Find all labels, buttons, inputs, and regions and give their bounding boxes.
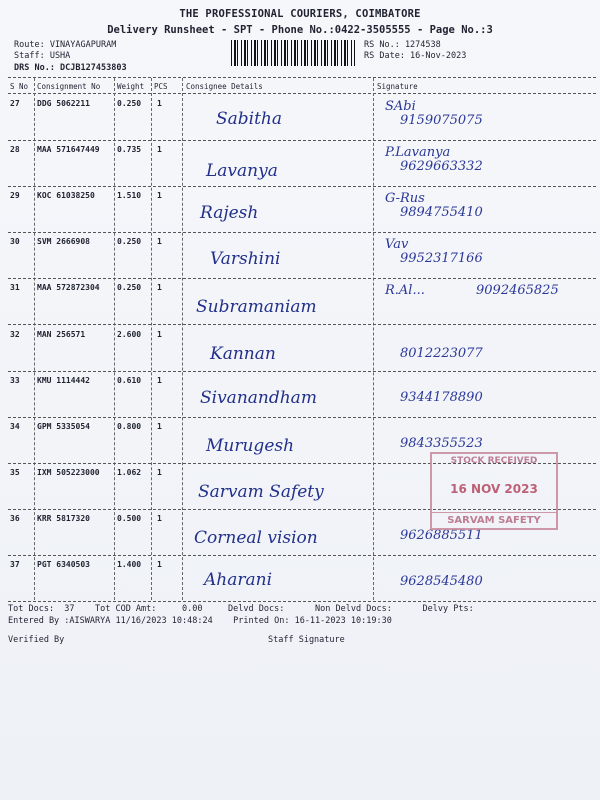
- consignment-cell: KRR 5817320: [37, 513, 90, 523]
- weight-cell: 0.250: [117, 99, 142, 108]
- pcs-cell: 1: [157, 99, 162, 108]
- pcs-cell: 1: [157, 421, 162, 431]
- consignment-cell: DDG 5062211: [37, 99, 90, 108]
- received-stamp: [430, 452, 558, 530]
- header-divider: [8, 77, 596, 78]
- signature-phone: 8012223077: [400, 345, 483, 361]
- table-row: [0, 233, 600, 279]
- pcs-cell: 1: [157, 283, 162, 293]
- consignment-cell: KOC 61038250: [37, 191, 95, 201]
- signature-mark: SAbi: [385, 99, 416, 114]
- weight-cell: 0.250: [117, 237, 142, 247]
- signature-phone: 9159075075: [400, 113, 483, 128]
- consignee-name: Sabitha: [216, 109, 283, 129]
- drs-number: DRS No.: DCJB127453803: [14, 63, 127, 73]
- consignee-name: Murugesh: [206, 435, 295, 456]
- pcs-cell: 1: [157, 329, 162, 339]
- signature-mark: P.Lavanya: [385, 145, 451, 161]
- page-subtitle: Delivery Runsheet - SPT - Phone No.:0422-3505555 - Page No.:3: [107, 24, 493, 36]
- consignment-cell: KMU 1114442: [37, 375, 90, 385]
- col-consignee: Consignee Details: [186, 82, 263, 91]
- pcs-cell: 1: [157, 191, 162, 201]
- staff-label: Staff: USHA: [14, 51, 71, 61]
- signature-mark: Vav: [385, 237, 409, 253]
- consignment-cell: PGT 6340503: [37, 560, 90, 569]
- sno-cell: 35: [10, 467, 20, 477]
- sno-cell: 29: [10, 191, 20, 201]
- consignment-cell: MAA 571647449: [37, 145, 100, 155]
- page-title: THE PROFESSIONAL COURIERS, COIMBATORE: [179, 8, 421, 20]
- consignee-name: Rajesh: [200, 203, 259, 224]
- route-label: Route: VINAYAGAPURAM: [14, 40, 117, 50]
- pcs-cell: 1: [157, 560, 162, 569]
- consignee-name: Corneal vision: [194, 527, 318, 548]
- sno-cell: 37: [10, 560, 20, 569]
- sno-cell: 31: [10, 283, 20, 293]
- col-consignment: Consignment No: [37, 82, 101, 91]
- weight-cell: 0.610: [117, 375, 142, 385]
- pcs-cell: 1: [157, 237, 162, 247]
- consignment-cell: MAN 256571: [37, 329, 86, 339]
- col-sno: S No: [10, 82, 29, 91]
- footer-totals: Tot Docs: 37 Tot COD Amt: 0.00 Delvd Docs: Non Delvd Docs: Delvy Pts:: [8, 604, 474, 614]
- weight-cell: 0.500: [117, 513, 142, 523]
- signature-phone: 9344178890: [400, 389, 483, 405]
- signature-phone: 9628545480: [400, 574, 483, 589]
- sno-cell: 30: [10, 237, 20, 247]
- stamp-top-text: STOCK RECEIVED: [450, 456, 538, 466]
- sno-cell: 33: [10, 375, 20, 385]
- signature-phone: 9894755410: [400, 205, 483, 221]
- weight-cell: 2.600: [117, 329, 142, 339]
- pcs-cell: 1: [157, 513, 162, 523]
- consignee-name: Lavanya: [206, 161, 278, 182]
- sno-cell: 27: [10, 99, 20, 108]
- col-pcs: PCS: [154, 82, 168, 91]
- consignment-cell: GPM 5335054: [37, 421, 90, 431]
- consignment-cell: SVM 2666908: [37, 237, 90, 247]
- stamp-date: 16 NOV 2023: [450, 482, 538, 496]
- table-row: [0, 95, 600, 141]
- pcs-cell: 1: [157, 375, 162, 385]
- signature-phone: 9843355523: [400, 435, 483, 451]
- weight-cell: 1.062: [117, 467, 142, 477]
- consignment-cell: IXM 505223000: [37, 467, 100, 477]
- sno-cell: 34: [10, 421, 20, 431]
- table-row: [0, 326, 600, 372]
- table-row: [0, 372, 600, 418]
- signature-phone: 9626885511: [400, 527, 483, 543]
- weight-cell: 1.400: [117, 560, 142, 569]
- footer-entered: Entered By :AISWARYA 11/16/2023 10:48:24 Printed On: 16-11-2023 10:19:30: [8, 616, 392, 626]
- col-signature: Signature: [377, 82, 418, 91]
- table-row: [0, 141, 600, 187]
- staff-signature-label: Staff Signature: [268, 635, 345, 645]
- verified-by-label: Verified By: [8, 635, 65, 645]
- sno-cell: 32: [10, 329, 20, 339]
- barcode: [231, 40, 355, 66]
- pcs-cell: 1: [157, 467, 162, 477]
- table-row: [0, 187, 600, 233]
- stamp-org: SARVAM SAFETY: [432, 512, 556, 526]
- column-divider: [8, 93, 596, 94]
- weight-cell: 0.250: [117, 283, 142, 293]
- weight-cell: 1.510: [117, 191, 142, 201]
- sno-cell: 36: [10, 513, 20, 523]
- consignee-name: Sivanandham: [200, 387, 317, 408]
- rs-date: RS Date: 16-Nov-2023: [364, 51, 467, 61]
- signature-phone: 9952317166: [400, 251, 483, 267]
- pcs-cell: 1: [157, 145, 162, 155]
- consignee-name: Sarvam Safety: [198, 481, 324, 502]
- footer-divider: [8, 601, 596, 602]
- rs-number: RS No.: 1274538: [364, 40, 441, 50]
- consignment-cell: MAA 572872304: [37, 283, 100, 293]
- signature-phone: 9092465825: [476, 283, 559, 299]
- weight-cell: 0.800: [117, 421, 142, 431]
- signature-phone: 9629663332: [400, 159, 483, 175]
- table-row: [0, 556, 600, 602]
- sno-cell: 28: [10, 145, 20, 155]
- consignee-name: Kannan: [210, 343, 276, 364]
- col-weight: Weight: [117, 82, 145, 91]
- consignee-name: Subramaniam: [196, 297, 317, 318]
- signature-mark: R.Al...: [385, 283, 425, 299]
- table-row: [0, 279, 600, 325]
- weight-cell: 0.735: [117, 145, 142, 155]
- consignee-name: Varshini: [210, 249, 281, 270]
- consignee-name: Aharani: [204, 570, 273, 590]
- signature-mark: G-Rus: [385, 191, 425, 207]
